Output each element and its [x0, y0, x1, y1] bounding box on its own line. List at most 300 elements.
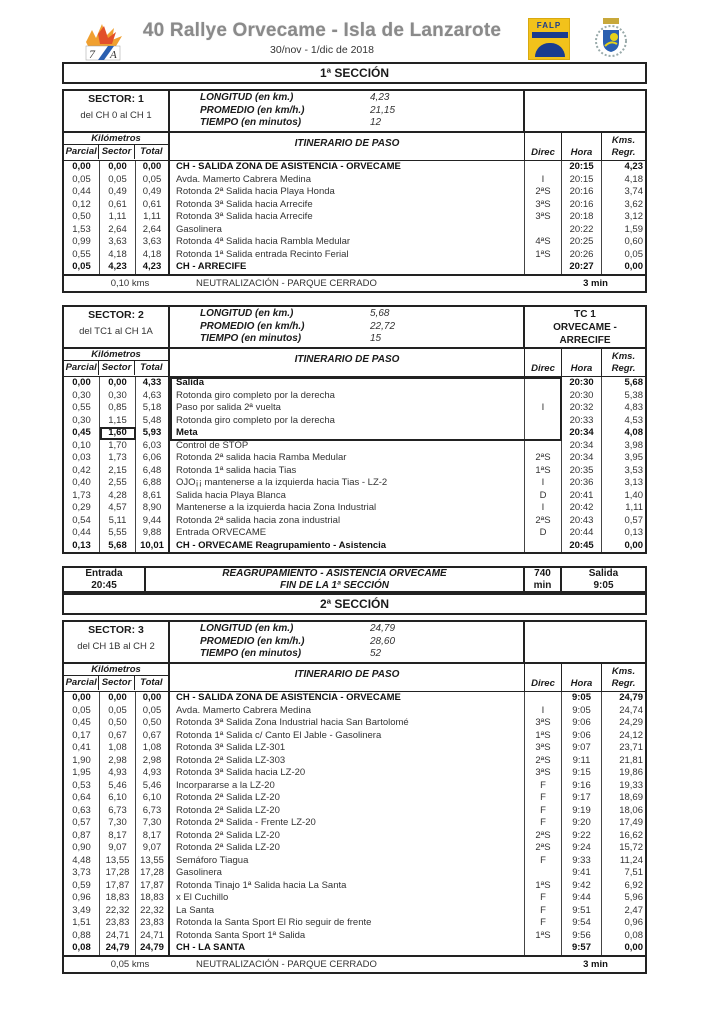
column-headers	[64, 349, 645, 377]
direc-header: Direc	[525, 349, 562, 376]
itinerary-cell: Rotonda Tinajo 1ª Salida hacia La Santa	[170, 880, 525, 893]
itinerary-cell: CH - SALIDA ZONA DE ASISTENCIA - ORVECAME	[170, 692, 525, 705]
column-headers	[64, 664, 645, 692]
table-row	[64, 224, 645, 237]
neutral-text: NEUTRALIZACIÓN - PARQUE CERRADO	[196, 277, 377, 289]
parcial-cell: 0,00	[64, 692, 100, 705]
remaining-km-cell: 3,95	[624, 452, 643, 463]
itinerary-cell: Rotonda 3ª Salida hacia LZ-20	[170, 767, 525, 780]
remaining-km-cell: 4,23	[624, 161, 643, 172]
table-row	[64, 817, 645, 830]
table-row	[64, 161, 645, 174]
remaining-km-cell: 4,83	[624, 402, 643, 413]
direction-cell: 1ªS	[525, 249, 562, 262]
tiempo-value: 12	[370, 117, 382, 128]
direction-cell: 3ªS	[525, 199, 562, 212]
itinerary-cell: Rotonda 3ª Salida hacia Arrecife	[170, 199, 525, 212]
parcial-header: Parcial	[64, 145, 99, 159]
total-cell: 17,87	[136, 880, 170, 893]
total-cell: 7,30	[136, 817, 170, 830]
total-cell: 0,67	[136, 730, 170, 743]
time-cell: 9:44	[562, 892, 602, 905]
sector-km-cell: 18,83	[100, 892, 136, 905]
sector-km-cell: 0,67	[100, 730, 136, 743]
sector-range: del CH 0 al CH 1	[80, 110, 152, 121]
sector-title: SECTOR: 1	[88, 93, 144, 105]
table-row	[64, 692, 645, 705]
direction-cell: I	[525, 174, 562, 187]
remaining-km-cell: 0,00	[624, 261, 643, 272]
table-row	[64, 717, 645, 730]
promedio-value: 22,72	[370, 320, 396, 332]
longitud-label: LONGITUD (en km.)	[200, 623, 294, 634]
remaining-km-cell: 24,12	[619, 729, 643, 741]
itinerary-cell: Rotonda 2ª Salida LZ-20	[170, 805, 525, 818]
direction-cell: F	[525, 917, 562, 930]
sector-km-cell: 0,49	[100, 186, 136, 199]
time-cell: 9:51	[562, 905, 602, 918]
time-cell: 20:16	[562, 199, 602, 212]
direction-cell: I	[525, 502, 562, 515]
sector-km-cell: 4,93	[100, 767, 136, 780]
itinerary-cell: Incorpararse a la LZ-20	[170, 780, 525, 793]
sector-km-cell: 4,18	[100, 249, 136, 262]
remaining-km-cell: 0,57	[624, 514, 643, 526]
event-dates: 30/nov - 1/dic de 2018	[270, 44, 374, 56]
neutral-distance: 0,05 kms	[110, 958, 150, 970]
itinerary-cell: La Santa	[170, 905, 525, 918]
kilometros-header: Kilómetros	[64, 349, 168, 361]
itinerary-cell: CH - ARRECIFE	[170, 261, 525, 274]
time-cell: 9:15	[562, 767, 602, 780]
remaining-km-cell: 7,51	[624, 867, 643, 878]
sector-header	[64, 91, 645, 133]
table-row	[64, 199, 645, 212]
table-row	[64, 502, 645, 515]
total-cell: 1,08	[136, 742, 170, 755]
remaining-km-cell: 5,38	[624, 389, 643, 401]
direction-cell	[525, 942, 562, 955]
remaining-km-cell: 3,53	[624, 464, 643, 476]
sector-km-cell: 8,17	[100, 830, 136, 843]
itinerario-header: ITINERARIO DE PASO	[170, 349, 525, 376]
sector-km-cell: 1,70	[100, 440, 136, 453]
total-cell: 0,61	[136, 199, 170, 212]
itinerary-cell: OJO¡¡ mantenerse a la izquierda hacia Tias - LZ-2	[170, 477, 525, 490]
parcial-cell: 0,00	[64, 377, 100, 390]
time-cell: 20:30	[562, 377, 602, 390]
time-cell: 20:32	[562, 402, 602, 415]
salida-time: 9:05	[593, 579, 614, 591]
remaining-km-cell: 6,92	[624, 879, 643, 891]
table-row	[64, 427, 645, 440]
time-cell: 20:15	[562, 174, 602, 187]
itinerary-cell: Rotonda Santa Sport 1ª Salida	[170, 930, 525, 943]
tiempo-label: TIEMPO (en minutos)	[200, 117, 302, 128]
sector-km-cell: 4,28	[100, 490, 136, 503]
total-cell: 6,03	[136, 440, 170, 453]
table-row	[64, 805, 645, 818]
parcial-cell: 0,53	[64, 780, 100, 793]
itinerary-cell: Rotonda 2ª Salida hacia Playa Honda	[170, 186, 525, 199]
total-cell: 9,88	[136, 527, 170, 540]
sector-km-cell: 1,08	[100, 742, 136, 755]
time-cell: 9:17	[562, 792, 602, 805]
time-cell: 9:24	[562, 842, 602, 855]
sector-header	[64, 622, 645, 664]
direction-cell: F	[525, 817, 562, 830]
direction-cell	[525, 377, 562, 390]
longitud-label: LONGITUD (en km.)	[200, 308, 294, 319]
table-row	[64, 186, 645, 199]
total-cell: 8,17	[136, 830, 170, 843]
stage-info	[525, 307, 645, 347]
total-cell: 18,83	[136, 892, 170, 905]
remaining-km-cell: 23,71	[619, 742, 643, 753]
tiempo-value: 52	[370, 648, 382, 659]
itinerary-cell: Rotonda 2ª salida hacia zona industrial	[170, 515, 525, 528]
time-cell: 9:05	[562, 705, 602, 718]
parcial-cell: 0,29	[64, 502, 100, 515]
entrada-time: 20:45	[91, 579, 117, 591]
table-row	[64, 867, 645, 880]
itinerary-cell: CH - LA SANTA	[170, 942, 525, 955]
itinerary-cell: Rotonda giro completo por la derecha	[170, 415, 525, 428]
sector-header	[64, 307, 645, 349]
total-cell: 6,06	[136, 452, 170, 465]
hora-header: Hora	[562, 133, 602, 160]
direc-header: Direc	[525, 664, 562, 691]
parcial-cell: 0,57	[64, 817, 100, 830]
table-row	[64, 477, 645, 490]
longitud-value: 5,68	[370, 308, 390, 319]
table-row	[64, 905, 645, 918]
regroup-box	[62, 566, 647, 593]
parcial-cell: 0,17	[64, 730, 100, 743]
direction-cell: 3ªS	[525, 717, 562, 730]
svg-text:A: A	[110, 49, 117, 61]
table-row	[64, 830, 645, 843]
itinerary-cell: Gasolinera	[170, 867, 525, 880]
itinerary-cell: Rotonda 3ª Salida LZ-301	[170, 742, 525, 755]
kilometros-header: Kilómetros	[64, 664, 168, 676]
direction-cell	[525, 261, 562, 274]
sector-km-cell: 23,83	[100, 917, 136, 930]
kms-regr-header: Kms. Regr.	[611, 666, 636, 689]
time-cell: 20:27	[562, 261, 602, 274]
table-row	[64, 174, 645, 187]
direction-cell	[525, 415, 562, 428]
falp-logo-icon	[528, 18, 570, 60]
total-cell: 6,88	[136, 477, 170, 490]
time-cell: 20:42	[562, 502, 602, 515]
parcial-cell: 0,30	[64, 390, 100, 403]
entrada-label: Entrada	[85, 568, 123, 579]
itinerary-cell: Rotonda 2ª salida hacia Ramba Medular	[170, 452, 525, 465]
remaining-km-cell: 19,33	[619, 779, 643, 791]
total-cell: 6,48	[136, 465, 170, 478]
sector-km-cell: 9,07	[100, 842, 136, 855]
remaining-km-cell: 0,00	[624, 942, 643, 953]
longitud-value: 4,23	[370, 92, 390, 103]
sector-km-cell: 1,11	[100, 211, 136, 224]
remaining-km-cell: 16,62	[619, 829, 643, 841]
time-cell: 9:06	[562, 730, 602, 743]
sector-km-cell: 5,11	[100, 515, 136, 528]
itinerary-cell: Salida hacia Playa Blanca	[170, 490, 525, 503]
time-cell: 20:34	[562, 452, 602, 465]
neutral-minutes: 3 min	[583, 277, 608, 289]
longitud-label: LONGITUD (en km.)	[200, 92, 294, 103]
parcial-cell: 0,50	[64, 211, 100, 224]
parcial-cell: 0,00	[64, 161, 100, 174]
parcial-cell: 0,42	[64, 465, 100, 478]
parcial-cell: 0,40	[64, 477, 100, 490]
total-cell: 0,49	[136, 186, 170, 199]
table-row	[64, 465, 645, 478]
remaining-km-cell: 15,72	[619, 842, 643, 853]
time-cell: 20:33	[562, 415, 602, 428]
parcial-cell: 0,10	[64, 440, 100, 453]
neutral-minutes: 3 min	[583, 958, 608, 970]
parcial-cell: 0,05	[64, 174, 100, 187]
itinerary-cell: Rotonda 1ª Salida c/ Canto El Jable - Gasolinera	[170, 730, 525, 743]
sector-range: del CH 1B al CH 2	[77, 641, 155, 652]
tiempo-label: TIEMPO (en minutos)	[200, 333, 302, 344]
parcial-cell: 0,03	[64, 452, 100, 465]
time-cell: 9:05	[562, 692, 602, 705]
regroup-duration: 740	[534, 568, 551, 579]
remaining-km-cell: 4,08	[624, 427, 643, 438]
direction-cell: I	[525, 477, 562, 490]
direction-cell	[525, 224, 562, 237]
parcial-cell: 0,59	[64, 880, 100, 893]
itinerary-cell: Control de STOP	[170, 440, 525, 453]
time-cell: 20:16	[562, 186, 602, 199]
total-cell: 6,73	[136, 805, 170, 818]
itinerario-header: ITINERARIO DE PASO	[170, 664, 525, 691]
total-cell: 2,98	[136, 755, 170, 768]
table-row	[64, 452, 645, 465]
table-row	[64, 527, 645, 540]
remaining-km-cell: 24,79	[619, 692, 643, 703]
total-cell: 4,63	[136, 390, 170, 403]
parcial-cell: 0,45	[64, 717, 100, 730]
itinerary-cell: Semáforo Tiagua	[170, 855, 525, 868]
fia-logo-icon	[80, 20, 126, 62]
itinerary-rows	[64, 692, 645, 955]
remaining-km-cell: 3,98	[624, 439, 643, 451]
kms-regr-header: Kms. Regr.	[611, 135, 636, 158]
time-cell: 20:34	[562, 440, 602, 453]
table-row	[64, 211, 645, 224]
time-cell: 20:43	[562, 515, 602, 528]
table-row	[64, 930, 645, 943]
sector-km-cell: 5,55	[100, 527, 136, 540]
table-row	[64, 742, 645, 755]
sector-km-cell: 0,00	[100, 377, 136, 390]
total-cell: 9,44	[136, 515, 170, 528]
total-cell: 4,23	[136, 261, 170, 274]
direction-cell: F	[525, 780, 562, 793]
direc-header: Direc	[525, 133, 562, 160]
direction-cell: D	[525, 490, 562, 503]
remaining-km-cell: 24,29	[619, 717, 643, 728]
table-row	[64, 842, 645, 855]
sector-km-cell: 24,79	[100, 942, 136, 955]
time-cell: 9:06	[562, 717, 602, 730]
promedio-label: PROMEDIO (en km/h.)	[200, 635, 305, 647]
sector-km-cell: 2,98	[100, 755, 136, 768]
sector-km-cell: 22,32	[100, 905, 136, 918]
sector-km-cell: 0,05	[100, 705, 136, 718]
direction-cell: 4ªS	[525, 236, 562, 249]
parcial-cell: 0,90	[64, 842, 100, 855]
direction-cell	[525, 867, 562, 880]
table-row	[64, 540, 645, 553]
itinerary-cell: Rotonda 2ª Salida LZ-20	[170, 792, 525, 805]
direction-cell	[525, 440, 562, 453]
remaining-km-cell: 4,53	[624, 414, 643, 426]
parcial-cell: 1,53	[64, 224, 100, 237]
total-cell: 23,83	[136, 917, 170, 930]
promedio-label: PROMEDIO (en km/h.)	[200, 320, 305, 332]
remaining-km-cell: 0,60	[624, 236, 643, 247]
remaining-km-cell: 1,11	[625, 502, 643, 513]
parcial-cell: 0,55	[64, 249, 100, 262]
time-cell: 9:33	[562, 855, 602, 868]
total-cell: 24,79	[136, 942, 170, 955]
itinerary-cell: CH - ORVECAME Reagrupamiento - Asistencia	[170, 540, 525, 553]
sector-km-cell: 1,60	[100, 427, 136, 440]
total-cell: 3,63	[136, 236, 170, 249]
total-cell: 1,11	[136, 211, 170, 224]
stage-info	[525, 622, 645, 662]
parcial-cell: 0,88	[64, 930, 100, 943]
time-cell: 9:42	[562, 880, 602, 893]
direction-cell: 3ªS	[525, 742, 562, 755]
itinerary-cell: Rotonda 1ª salida hacia Tias	[170, 465, 525, 478]
sector-km-cell: 7,30	[100, 817, 136, 830]
total-cell: 8,61	[136, 490, 170, 503]
table-row	[64, 917, 645, 930]
sector-header: Sector	[99, 145, 134, 159]
neutralization-row	[64, 955, 645, 972]
sector-km-cell: 2,64	[100, 224, 136, 237]
parcial-cell: 0,08	[64, 942, 100, 955]
total-cell: 5,46	[136, 780, 170, 793]
sector-title: SECTOR: 2	[88, 309, 144, 321]
direction-cell: 2ªS	[525, 842, 562, 855]
regroup-duration-unit: min	[533, 579, 552, 591]
remaining-km-cell: 4,18	[624, 173, 643, 185]
remaining-km-cell: 24,74	[619, 704, 643, 716]
remaining-km-cell: 21,81	[619, 754, 643, 766]
total-cell: 22,32	[136, 905, 170, 918]
direction-cell: 2ªS	[525, 755, 562, 768]
time-cell: 20:34	[562, 427, 602, 440]
time-cell: 9:19	[562, 805, 602, 818]
direction-cell: I	[525, 402, 562, 415]
total-cell: 9,07	[136, 842, 170, 855]
direction-cell	[525, 692, 562, 705]
time-cell: 20:15	[562, 161, 602, 174]
itinerary-cell: Avda. Mamerto Cabrera Medina	[170, 705, 525, 718]
itinerary-cell: Rotonda 1ª Salida entrada Recinto Ferial	[170, 249, 525, 262]
sector-km-cell: 24,71	[100, 930, 136, 943]
parcial-cell: 0,44	[64, 186, 100, 199]
direction-cell	[525, 540, 562, 553]
sector-km-cell: 17,28	[100, 867, 136, 880]
sector-km-cell: 2,15	[100, 465, 136, 478]
total-cell: 10,01	[136, 540, 170, 553]
total-cell: 4,93	[136, 767, 170, 780]
remaining-km-cell: 5,68	[624, 377, 643, 388]
table-row	[64, 767, 645, 780]
total-cell: 0,50	[136, 717, 170, 730]
itinerary-rows	[64, 377, 645, 552]
time-cell: 9:22	[562, 830, 602, 843]
hora-header: Hora	[562, 349, 602, 376]
sector-km-cell: 5,68	[100, 540, 136, 553]
municipal-crest-icon	[594, 16, 628, 60]
salida-label: Salida	[588, 568, 619, 579]
table-row	[64, 440, 645, 453]
direction-cell: F	[525, 892, 562, 905]
parcial-cell: 0,12	[64, 199, 100, 212]
total-cell: 6,10	[136, 792, 170, 805]
parcial-cell: 0,96	[64, 892, 100, 905]
total-header: Total	[140, 362, 163, 373]
total-cell: 0,05	[136, 705, 170, 718]
itinerary-cell: Rotonda 3ª Salida hacia Arrecife	[170, 211, 525, 224]
tiempo-value: 15	[370, 333, 382, 344]
remaining-km-cell: 1,40	[624, 489, 643, 501]
total-cell: 0,00	[136, 692, 170, 705]
parcial-header: Parcial	[64, 361, 99, 375]
total-cell: 0,05	[136, 174, 170, 187]
parcial-cell: 0,63	[64, 805, 100, 818]
table-row	[64, 377, 645, 390]
itinerary-cell: Gasolinera	[170, 224, 525, 237]
time-cell: 20:41	[562, 490, 602, 503]
direction-cell: 1ªS	[525, 880, 562, 893]
time-cell: 20:30	[562, 390, 602, 403]
time-cell: 20:35	[562, 465, 602, 478]
remaining-km-cell: 18,06	[619, 804, 643, 816]
time-cell: 9:20	[562, 817, 602, 830]
table-row	[64, 236, 645, 249]
kms-regr-header: Kms. Regr.	[611, 351, 636, 374]
sector-km-cell: 0,85	[100, 402, 136, 415]
sector-km-cell: 6,10	[100, 792, 136, 805]
parcial-cell: 1,95	[64, 767, 100, 780]
sector-km-cell: 17,87	[100, 880, 136, 893]
time-cell: 20:18	[562, 211, 602, 224]
parcial-cell: 0,64	[64, 792, 100, 805]
table-row	[64, 880, 645, 893]
sector-km-cell: 0,00	[100, 692, 136, 705]
parcial-header: Parcial	[64, 676, 99, 690]
parcial-cell: 1,73	[64, 490, 100, 503]
parcial-cell: 3,73	[64, 867, 100, 880]
parcial-cell: 0,05	[64, 261, 100, 274]
total-cell: 2,64	[136, 224, 170, 237]
time-cell: 20:36	[562, 477, 602, 490]
parcial-cell: 0,30	[64, 415, 100, 428]
itinerary-cell: Rotonda 2ª Salida LZ-20	[170, 830, 525, 843]
direction-cell: F	[525, 792, 562, 805]
